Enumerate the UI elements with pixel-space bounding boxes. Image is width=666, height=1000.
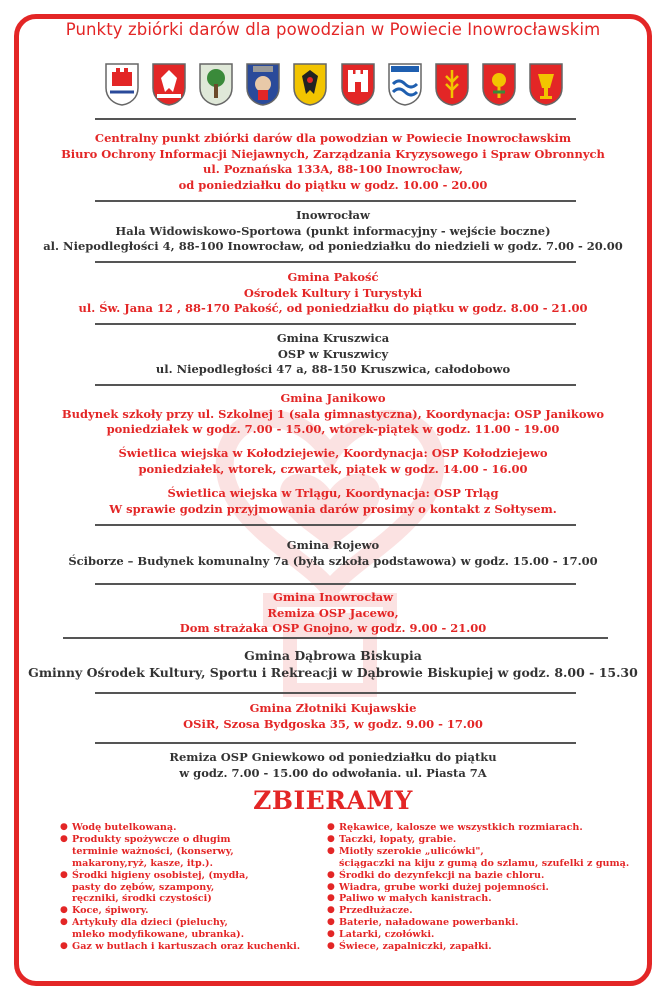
separator (95, 692, 576, 694)
separator (95, 583, 576, 585)
separator (95, 524, 576, 526)
gmina-inowroclaw-line-3: Dom strażaka OSP Gnojno, w godz. 9.00 - 21.00 (179, 621, 487, 635)
kruszwica-line-3: ul. Niepodległości 47 a, 88-150 Kruszwica, całodobowo (155, 362, 511, 376)
trlag-point (0, 486, 666, 517)
central-line-2: Biuro Ochrony Informacji Niejawnych, Zarządzania Kryzysowego i Spraw Obronnych (61, 146, 605, 161)
gmina-inowroclaw-line-1: Gmina Inowrocław (273, 590, 393, 604)
separator (95, 200, 576, 202)
janikowo-line-1: Gmina Janikowo (280, 391, 386, 405)
crest-1-icon (104, 62, 140, 106)
inowroclaw-line-3: al. Niepodległości 4, 88-100 Inowrocław, od poniedziałku do niedzieli w godz. 7.00 - 20.00 (43, 239, 623, 253)
list-item: ● Miotły szerokie „ulicówki", ściągaczki na kiju z gumą do szlamu, szufelki z gumą. (327, 846, 647, 870)
kruszwica-line-2: OSP w Kruszwicy (277, 346, 389, 361)
list-item: ● Przedłużacze. (327, 905, 647, 917)
separator (95, 261, 576, 263)
gniewkowo-line-2: w godz. 7.00 - 15.00 do odwołania. ul. Piasta 7A (179, 765, 487, 780)
gniewkowo-point (0, 750, 666, 781)
separator (63, 637, 608, 639)
collect-list-left (60, 822, 330, 953)
central-line-3: ul. Poznańska 133A, 88-100 Inowrocław, (203, 162, 463, 176)
gmina-inowroclaw-line-2: Remiza OSP Jacewo, (267, 605, 399, 620)
zlotniki-point (0, 701, 666, 732)
list-item: ● Rękawice, kalosze we wszystkich rozmiarach. (327, 822, 647, 834)
zlotniki-line-2: OSiR, Szosa Bydgoska 35, w godz. 9.00 - 17.00 (183, 716, 483, 731)
kruszwica-point (0, 331, 666, 378)
crest-9-icon (481, 62, 517, 106)
janikowo-line-3: poniedziałek w godz. 7.00 - 15.00, wtorek-piątek w godz. 11.00 - 19.00 (106, 422, 560, 436)
pakosc-line-1: Gmina Pakość (287, 270, 379, 284)
rojewo-point (0, 538, 666, 569)
list-item: ● Taczki, łopaty, grabie. (327, 834, 647, 846)
janikowo-point (0, 391, 666, 438)
rojewo-line-2: Ściborze – Budynek komunalny 7a (była szkoła podstawowa) w godz. 15.00 - 17.00 (68, 553, 598, 568)
kruszwica-line-1: Gmina Kruszwica (276, 331, 390, 345)
crest-3-icon (198, 62, 234, 106)
list-item: ● Koce, śpiwory. (60, 905, 330, 917)
list-item: ● Świece, zapalniczki, zapałki. (327, 941, 647, 953)
central-line-1: Centralny punkt zbiórki darów dla powodzian w Powiecie Inowrocławskim (94, 131, 572, 145)
separator (95, 742, 576, 744)
crest-4-icon (245, 62, 281, 106)
list-item: ● Środki higieny osobistej, (mydła, pasty do zębów, szampony, ręczniki, środki czystości) (60, 870, 330, 906)
crest-8-icon (434, 62, 470, 106)
trlag-line-1: Świetlica wiejska w Trlągu, Koordynacja: OSP Trląg (167, 486, 499, 500)
central-collection-point (0, 131, 666, 193)
collect-list-right (327, 822, 647, 953)
crest-2-icon (151, 62, 187, 106)
separator (95, 118, 576, 120)
coat-of-arms-row (104, 58, 564, 110)
pakosc-point (0, 270, 666, 317)
collect-heading: ZBIERAMY (253, 786, 413, 815)
inowroclaw-line-2: Hala Widowiskowo-Sportowa (punkt informacyjny - wejście boczne) (115, 223, 551, 238)
zlotniki-line-1: Gmina Złotniki Kujawskie (249, 701, 417, 715)
janikowo-line-2: Budynek szkoły przy ul. Szkolnej 1 (sala gimnastyczna), Koordynacja: OSP Janikowo (61, 406, 605, 421)
gniewkowo-line-1: Remiza OSP Gniewkowo od poniedziałku do piątku (169, 750, 497, 764)
inowroclaw-point (0, 208, 666, 255)
crest-5-icon (292, 62, 328, 106)
dabrowa-line-2: Gminny Ośrodek Kultury, Sportu i Rekreacji w Dąbrowie Biskupiej w godz. 8.00 - 15.30 (28, 665, 638, 680)
trlag-line-2: W sprawie godzin przyjmowania darów prosimy o kontakt z Sołtysem. (109, 501, 557, 516)
rojewo-line-1: Gmina Rojewo (286, 538, 380, 552)
crest-6-icon (340, 62, 376, 106)
separator (95, 323, 576, 325)
inowroclaw-line-1: Inowrocław (296, 208, 370, 222)
list-item: ● Wodę butelkowaną. (60, 822, 330, 834)
list-item: ● Artykuły dla dzieci (pieluchy, mleko modyfikowane, ubranka). (60, 917, 330, 941)
list-item: ● Paliwo w małych kanistrach. (327, 893, 647, 905)
kolodziejewo-point (0, 446, 666, 477)
crest-10-icon (528, 62, 564, 106)
list-item: ● Latarki, czołówki. (327, 929, 647, 941)
dabrowa-point (0, 647, 666, 681)
list-item: ● Środki do dezynfekcji na bazie chloru. (327, 870, 647, 882)
list-item: ● Wiadra, grube worki dużej pojemności. (327, 882, 647, 894)
pakosc-line-2: Ośrodek Kultury i Turystyki (243, 285, 423, 300)
dabrowa-line-1: Gmina Dąbrowa Biskupia (244, 648, 422, 663)
pakosc-line-3: ul. Św. Jana 12 , 88-170 Pakość, od poniedziałku do piątku w godz. 8.00 - 21.00 (78, 301, 588, 315)
kolodziejewo-line-2: poniedziałek, wtorek, czwartek, piątek w godz. 14.00 - 16.00 (138, 461, 528, 476)
separator (95, 384, 576, 386)
crest-7-icon (387, 62, 423, 106)
list-item: ● Gaz w butlach i kartuszach oraz kuchenki. (60, 941, 330, 953)
list-item: ● Baterie, naładowane powerbanki. (327, 917, 647, 929)
gmina-inowroclaw-point (0, 590, 666, 637)
central-line-4: od poniedziałku do piątku w godz. 10.00 - 20.00 (178, 177, 488, 192)
kolodziejewo-line-1: Świetlica wiejska w Kołodziejewie, Koordynacja: OSP Kołodziejewo (118, 446, 548, 460)
list-item: ● Produkty spożywcze o długim terminie ważności, (konserwy, makarony,ryż, kasze, itp.). (60, 834, 330, 870)
poster-title: Punkty zbiórki darów dla powodzian w Powiecie Inowrocławskim (65, 20, 601, 39)
